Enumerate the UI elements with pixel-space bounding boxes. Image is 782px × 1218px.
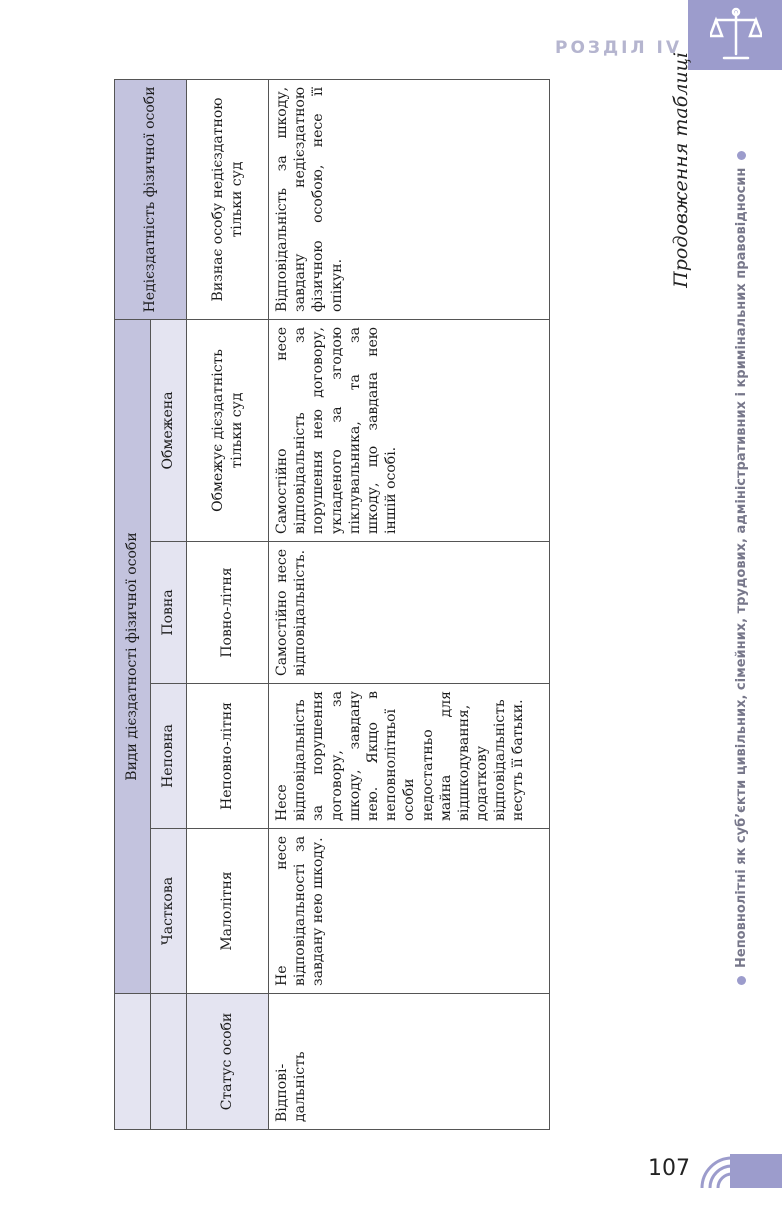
row-label-status: Статус особи [187, 994, 269, 1130]
column-header: Неповна [151, 684, 187, 829]
incapacity-header: Недієздатність фізичної особи [115, 79, 187, 319]
liability-cell: Несе відповідальність за порушення договору, за шкоду, завдану нею. Якщо в неповнолітньої особи недостатньо майна для відшкодування, додаткову відповідальність несуть її батьки. [269, 684, 550, 829]
group-header: Види дієздатності фізичної особи [115, 319, 151, 993]
row-label-liability: Відпові-дальність [269, 994, 550, 1130]
capacity-table [114, 80, 550, 1130]
table-corner-2 [151, 994, 187, 1130]
column-header: Обмежена [151, 319, 187, 541]
running-title-text: Неповнолітні як суб’єкти цивільних, сімейних, трудових, адміністративних і кримінальних правовідносин [733, 167, 749, 968]
liability-cell: Самостійно несе відповідальність. [269, 542, 550, 684]
liability-cell: Не несе відповідальності за завдану нею шкоду. [269, 829, 550, 994]
liability-cell: Відповідальність за шкоду, завдану недієздатною фізичною особою, несе її опікун. [269, 79, 550, 319]
scales-of-justice-icon [710, 6, 762, 62]
status-cell: Повно-літня [187, 542, 269, 684]
continuation-title: Продовження таблиці [670, 52, 692, 288]
status-cell: Визнає особу недієздатною тільки суд [187, 79, 269, 319]
status-cell: Малолітня [187, 829, 269, 994]
page-corner-decoration [700, 1148, 782, 1188]
status-cell: Обмежує дієздатність тільки суд [187, 319, 269, 541]
bullet-icon [737, 976, 746, 985]
section-badge [688, 0, 782, 70]
table-corner [115, 994, 151, 1130]
column-header: Повна [151, 542, 187, 684]
column-header: Часткова [151, 829, 187, 994]
bullet-icon [737, 151, 746, 160]
liability-cell: Самостійно несе відповідальність за порушення нею договору, укладеного за згодою піклувальника, та за шкоду, що завдана нею іншій особі. [269, 319, 550, 541]
running-title [727, 75, 755, 985]
page-number: 107 [648, 1156, 690, 1181]
section-label: РОЗДІЛ IV [555, 38, 682, 58]
status-cell: Неповно-літня [187, 684, 269, 829]
